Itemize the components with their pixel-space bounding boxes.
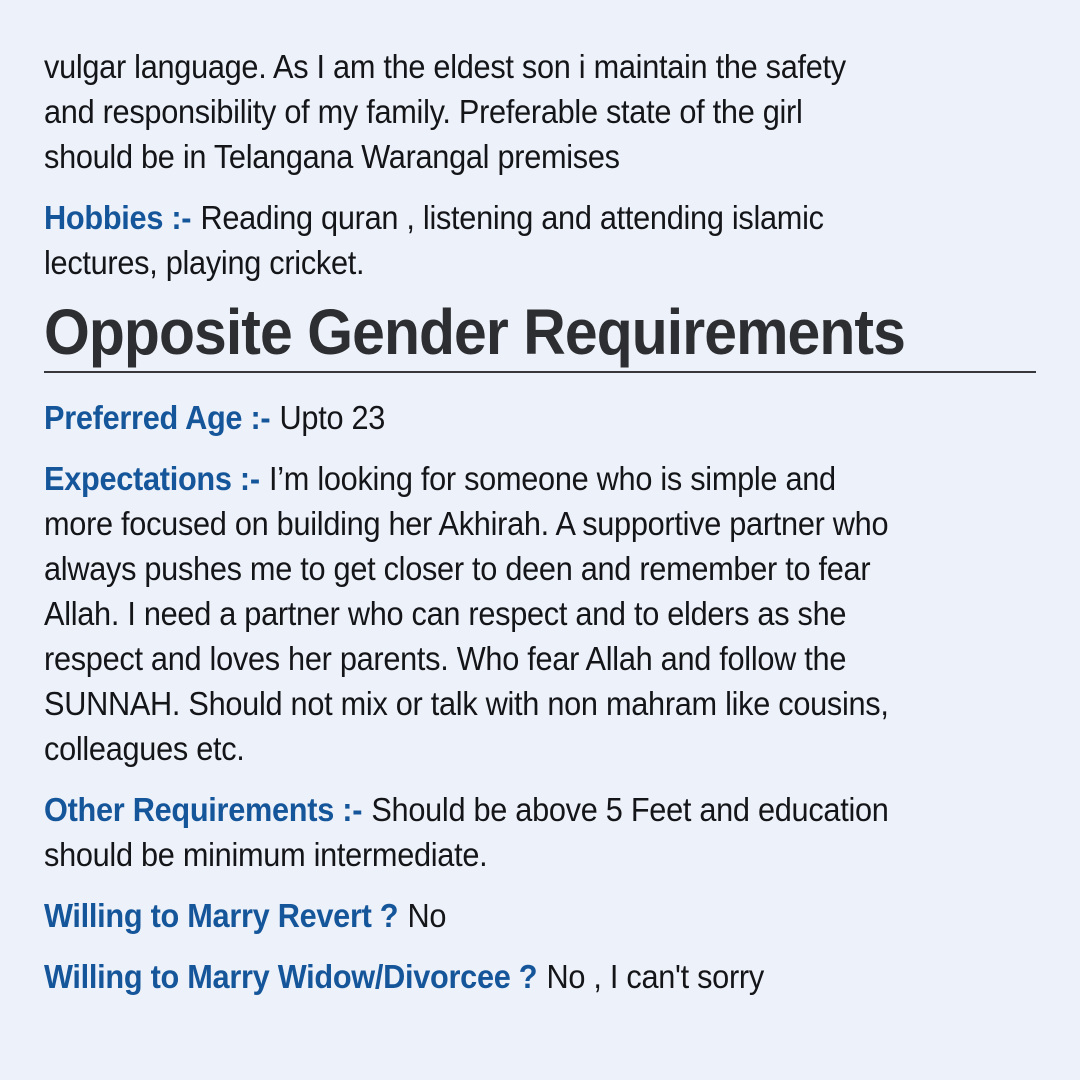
willing-widow-label: Willing to Marry Widow/Divorcee ? — [44, 958, 538, 995]
willing-widow-value: No , I can't sorry — [546, 958, 764, 995]
willing-revert-row — [44, 893, 1036, 938]
intro-line: vulgar language. As I am the eldest son i maintain the safety — [44, 48, 846, 85]
intro-line: and responsibility of my family. Preferable state of the girl — [44, 93, 803, 130]
other-requirements-label: Other Requirements :- — [44, 791, 363, 828]
expectations-paragraph — [44, 456, 1036, 771]
expectations-line: colleagues etc. — [44, 730, 245, 767]
expectations-line: Allah. I need a partner who can respect and to elders as she — [44, 595, 847, 632]
expectations-line: always pushes me to get closer to deen and remember to fear — [44, 550, 871, 587]
preferred-age-value: Upto 23 — [279, 399, 386, 436]
hobbies-paragraph — [44, 195, 1036, 285]
intro-line: should be in Telangana Warangal premises — [44, 138, 620, 175]
other-requirements-line: should be minimum intermediate. — [44, 836, 488, 873]
hobbies-line: lectures, playing cricket. — [44, 244, 365, 281]
hobbies-text: Reading quran , listening and attending islamic — [200, 199, 824, 236]
preferred-age-row — [44, 395, 1036, 440]
expectations-line: more focused on building her Akhirah. A supportive partner who — [44, 505, 889, 542]
other-requirements-text: Should be above 5 Feet and education — [371, 791, 889, 828]
preferred-age-label: Preferred Age :- — [44, 399, 271, 436]
expectations-line: respect and loves her parents. Who fear Allah and follow the — [44, 640, 847, 677]
hobbies-line — [44, 195, 824, 240]
expectations-line: SUNNAH. Should not mix or talk with non mahram like cousins, — [44, 685, 889, 722]
other-requirements-paragraph — [44, 787, 1036, 877]
willing-revert-label: Willing to Marry Revert ? — [44, 897, 399, 934]
section-title: Opposite Gender Requirements — [44, 296, 905, 368]
expectations-text: I’m looking for someone who is simple and — [269, 460, 836, 497]
hobbies-label: Hobbies :- — [44, 199, 192, 236]
willing-revert-value: No — [407, 897, 447, 934]
expectations-label: Expectations :- — [44, 460, 260, 497]
section-divider — [44, 371, 1036, 373]
intro-paragraph — [44, 44, 1036, 179]
other-requirements-line — [44, 787, 889, 832]
willing-widow-row — [44, 954, 1036, 999]
expectations-line — [44, 456, 836, 501]
